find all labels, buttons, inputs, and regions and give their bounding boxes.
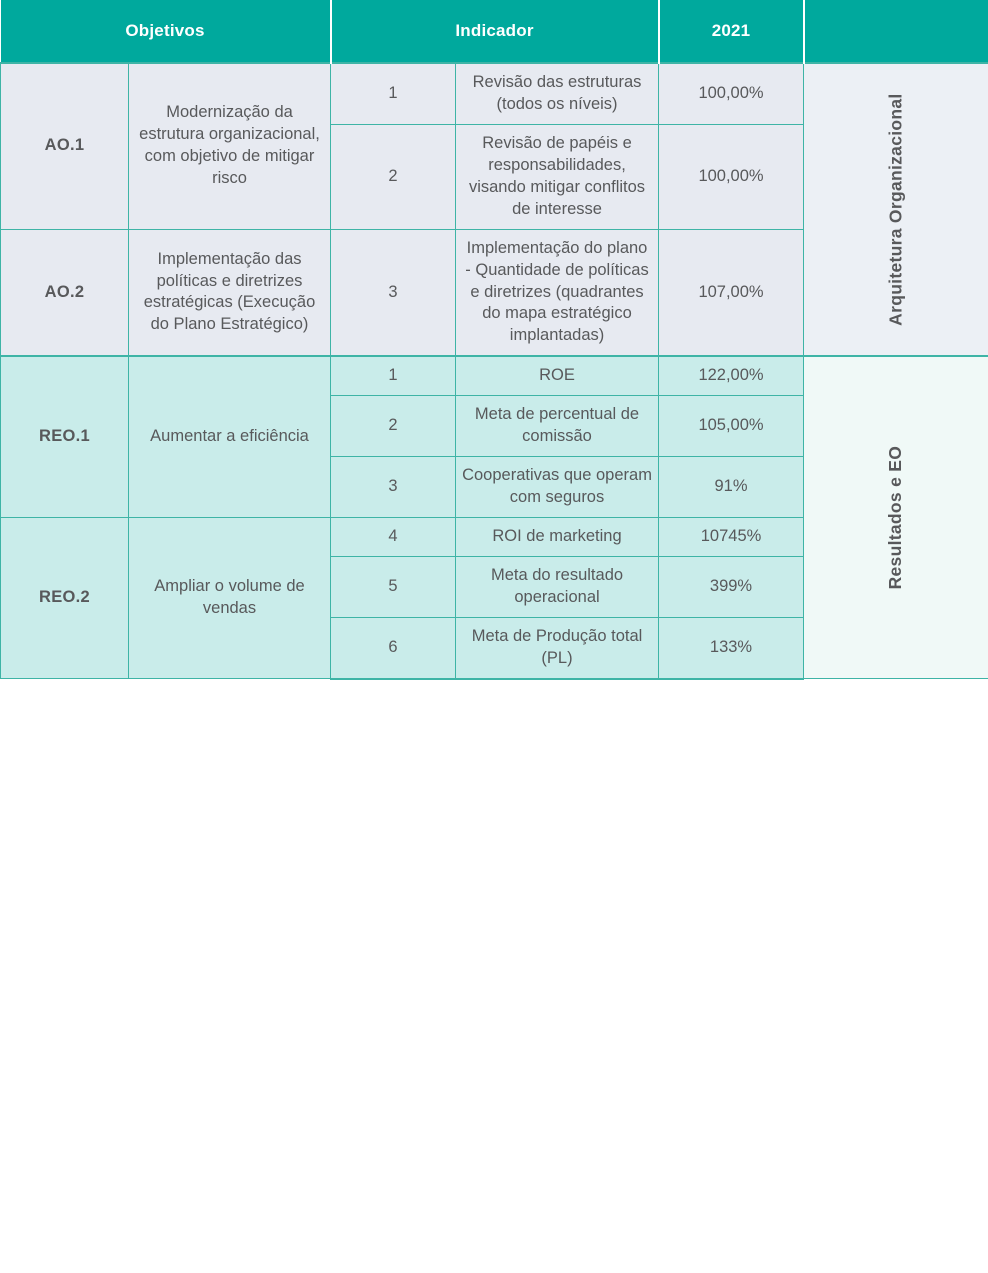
indicator-value-2021: 100,00% (659, 124, 804, 229)
indicator-number: 3 (331, 229, 456, 356)
indicator-name: Meta do resultado operacional (456, 556, 659, 617)
indicator-number: 2 (331, 124, 456, 229)
objective-description: Modernização da estrutura organizacional, com objetivo de mitigar risco (129, 63, 331, 229)
group-label: Resultados e EO (885, 445, 906, 590)
column-header-indicador: Indicador (331, 0, 659, 63)
indicator-name: Revisão de papéis e responsabilidades, visando mitigar conflitos de interesse (456, 124, 659, 229)
indicator-value-2021: 133% (659, 617, 804, 678)
column-header-objetivos: Objetivos (1, 0, 331, 63)
indicator-name: Revisão das estruturas (todos os níveis) (456, 63, 659, 124)
table-row (1, 356, 988, 395)
indicator-value-2021: 91% (659, 457, 804, 518)
indicator-value-2021: 100,00% (659, 63, 804, 124)
indicator-name: Cooperativas que operam com seguros (456, 457, 659, 518)
indicator-number: 6 (331, 617, 456, 678)
indicator-number: 5 (331, 556, 456, 617)
objective-description: Ampliar o volume de vendas (129, 518, 331, 679)
group-label-cell (804, 63, 988, 356)
indicator-number: 1 (331, 63, 456, 124)
group-label-cell (804, 356, 988, 678)
header-row (1, 0, 988, 63)
table-row (1, 63, 988, 124)
rotated-label-wrap (804, 64, 988, 355)
indicator-number: 1 (331, 356, 456, 395)
indicator-number: 2 (331, 396, 456, 457)
indicator-value-2021: 105,00% (659, 396, 804, 457)
group-label: Arquitetura Organizacional (885, 93, 906, 326)
table-body (1, 63, 988, 679)
objective-description: Aumentar a eficiência (129, 356, 331, 517)
indicator-name: Meta de percentual de comissão (456, 396, 659, 457)
indicator-value-2021: 399% (659, 556, 804, 617)
table-header (1, 0, 988, 63)
objective-code: AO.1 (1, 63, 129, 229)
objective-code: AO.2 (1, 229, 129, 356)
indicator-number: 3 (331, 457, 456, 518)
column-header-grupo (804, 0, 988, 63)
objective-description: Implementação das políticas e diretrizes estratégicas (Execução do Plano Estratégico) (129, 229, 331, 356)
indicator-value-2021: 122,00% (659, 356, 804, 395)
indicator-name: Meta de Produção total (PL) (456, 617, 659, 678)
objective-code: REO.1 (1, 356, 129, 517)
indicator-value-2021: 10745% (659, 518, 804, 557)
indicator-name: ROI de marketing (456, 518, 659, 557)
indicator-number: 4 (331, 518, 456, 557)
indicator-name: Implementação do plano - Quantidade de políticas e diretrizes (quadrantes do mapa estratégico implantadas) (456, 229, 659, 356)
indicator-value-2021: 107,00% (659, 229, 804, 356)
column-header-2021: 2021 (659, 0, 804, 63)
rotated-label-wrap (804, 357, 988, 678)
objective-code: REO.2 (1, 518, 129, 679)
indicator-name: ROE (456, 356, 659, 395)
